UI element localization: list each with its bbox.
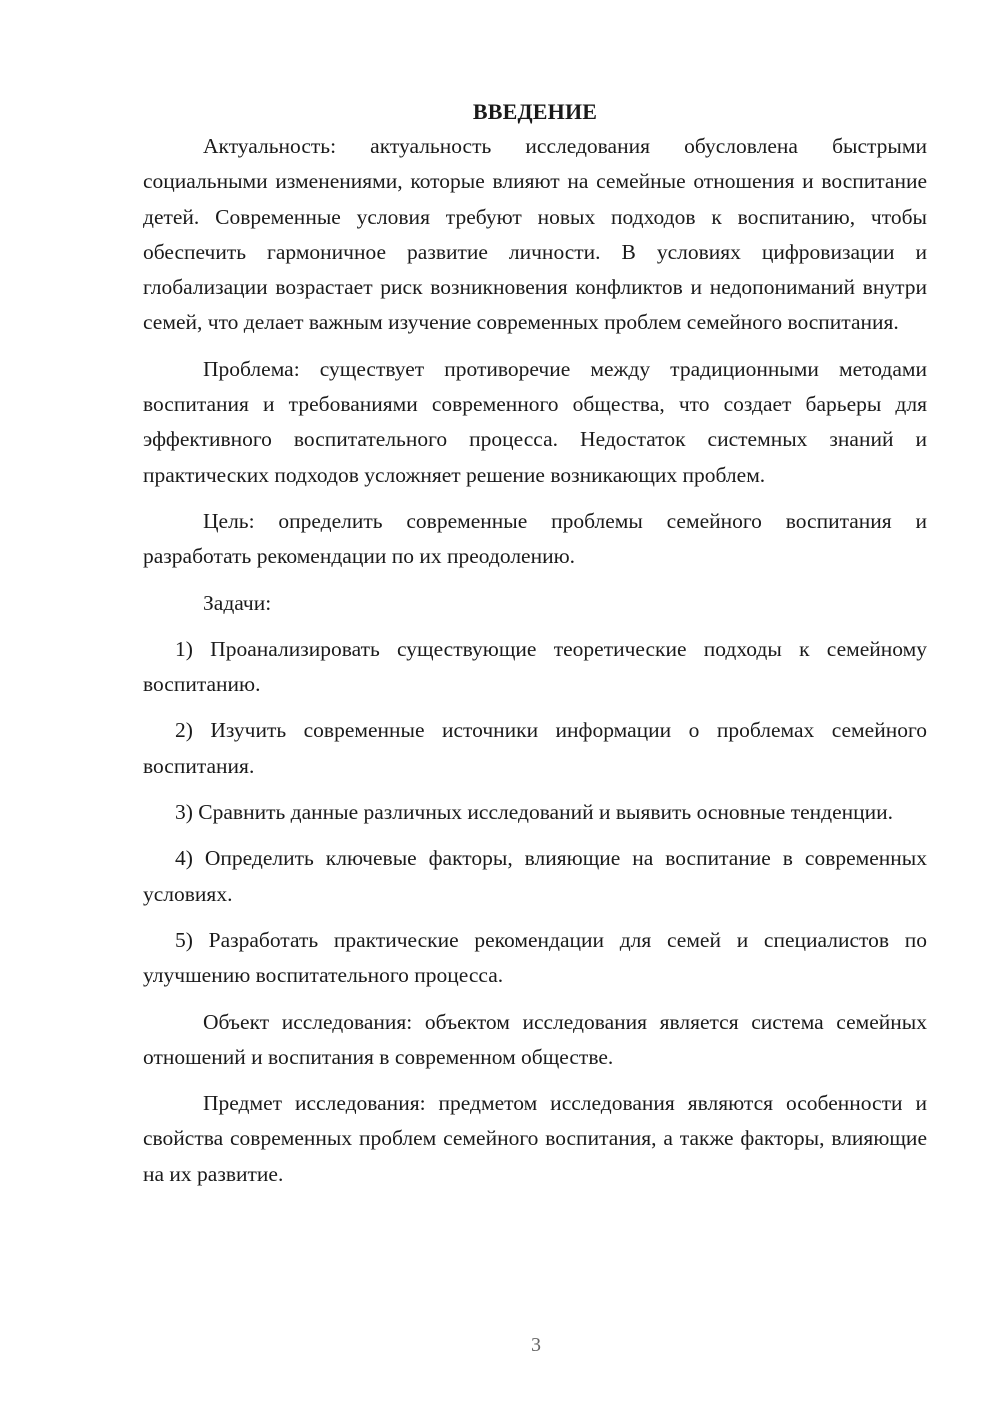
document-page <box>143 94 927 1192</box>
tasks-label: Задачи: <box>203 590 272 615</box>
list-item: 2) Изучить современные источники информации о проблемах семейного воспитания. <box>143 718 927 778</box>
paragraph-goal: Цель: определить современные проблемы семейного воспитания и разработать рекомендации по их преодолению. <box>143 508 927 569</box>
paragraph-subject: Предмет исследования: предметом исследования являются особенности и свойства современных проблем семейного воспитания, а также факторы, влияющие на их развитие. <box>143 1091 927 1186</box>
page-title: ВВЕДЕНИЕ <box>472 99 598 124</box>
page-number: 3 <box>531 1334 541 1356</box>
list-item: 4) Определить ключевые факторы, влияющие на воспитание в современных условиях. <box>143 846 927 906</box>
list-item: 3) Сравнить данные различных исследований и выявить основные тенденции. <box>175 800 894 825</box>
paragraph-object: Объект исследования: объектом исследования является система семейных отношений и воспитания в современном обществе. <box>143 1009 927 1069</box>
list-item: 5) Разработать практические рекомендации для семей и специалистов по улучшению воспитательного процесса. <box>143 927 927 988</box>
list-item: 1) Проанализировать существующие теоретические подходы к семейному воспитанию. <box>143 636 927 697</box>
paragraph-relevance: Актуальность: актуальность исследования обусловлена быстрыми социальными изменениями, которые влияют на семейные отношения и воспитание детей. Современные условия требуют новых подходов к воспитанию, чтобы обеспечить гармоничное развитие личности. В условиях цифровизации и глобализации возрастает риск возникновения конфликтов и недопониманий внутри семей, что делает важным изучение современных проблем семейного воспитания. <box>143 134 927 335</box>
paragraph-problem: Проблема: существует противоречие между традиционными методами воспитания и требованиями современного общества, что создает барьеры для эффективного воспитательного процесса. Недостаток системных знаний и практических подходов усложняет решение возникающих проблем. <box>143 356 927 487</box>
